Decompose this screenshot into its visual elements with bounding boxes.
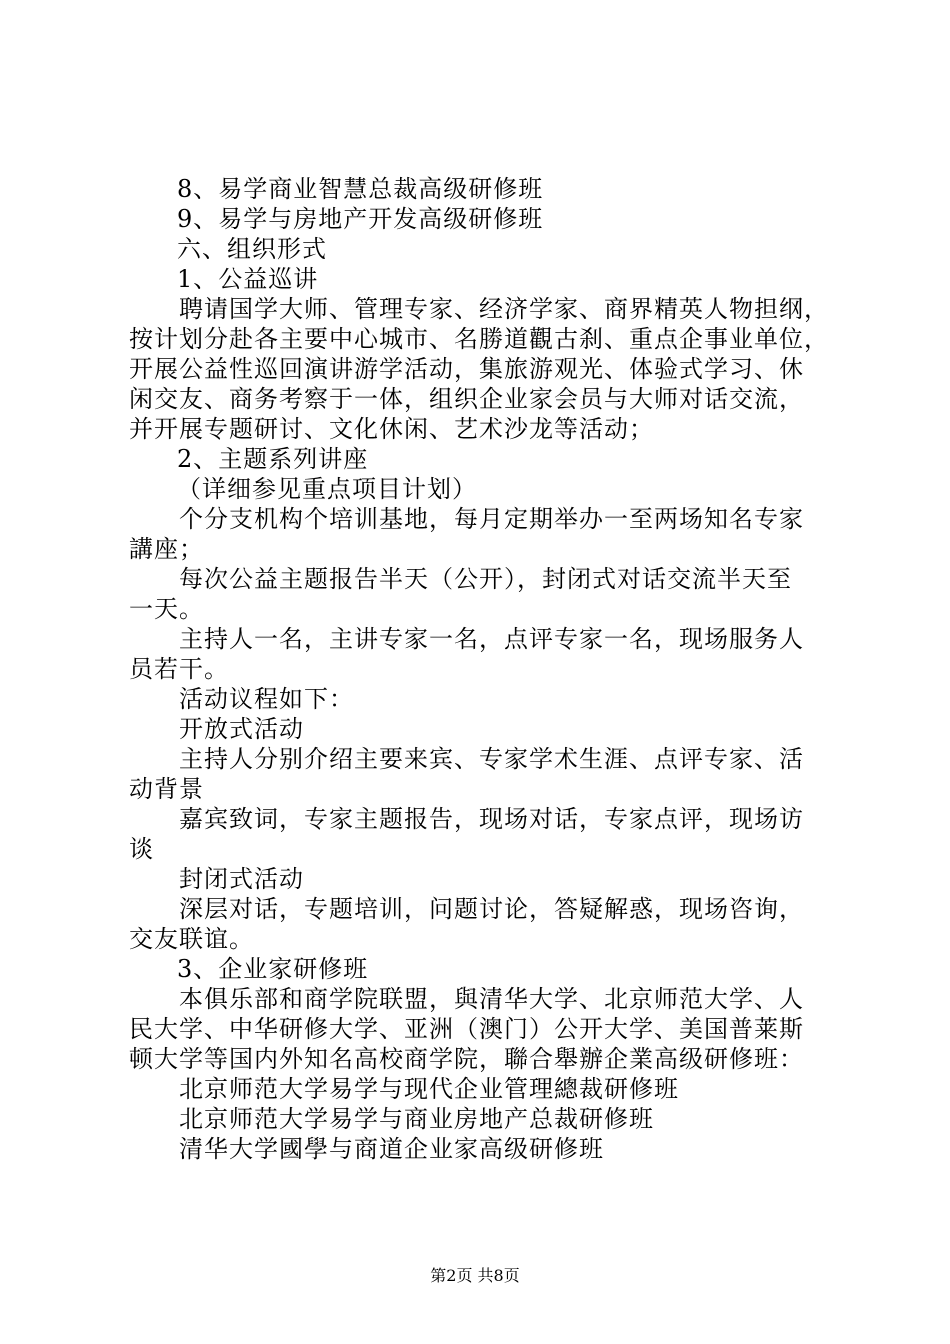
paragraph-line: 主持人一名，主讲专家一名，点评专家一名，现场服务人 <box>179 625 804 653</box>
subheading-themed-lectures: 2、主题系列讲座 <box>177 445 369 473</box>
list-item-8: 8、易学商业智慧总裁高级研修班 <box>177 175 544 203</box>
paragraph-line: 员若干。 <box>129 655 229 683</box>
page-number-footer: 第2页 共8页 <box>430 1266 520 1285</box>
list-item-program: 北京师范大学易学与商业房地产总裁研修班 <box>179 1105 654 1133</box>
paragraph-line: 講座； <box>129 535 204 563</box>
paragraph-line: 聘请国学大师、管理专家、经济学家、商界精英人物担纲， <box>179 295 829 323</box>
subheading-public-lectures: 1、公益巡讲 <box>177 265 319 293</box>
paragraph-line: 一天。 <box>129 595 204 623</box>
paragraph-line: 动背景 <box>129 775 204 803</box>
paragraph-line: 本俱乐部和商学院联盟，與清华大学、北京师范大学、人 <box>179 985 804 1013</box>
paragraph-line: 深层对话，专题培训，问题讨论，答疑解惑，现场咨询， <box>179 895 804 923</box>
paragraph-line: 主持人分别介绍主要来宾、专家学术生涯、点评专家、活 <box>179 745 804 773</box>
paragraph-line: 顿大学等国内外知名高校商学院，聯合舉辦企業高级研修班： <box>129 1045 804 1073</box>
paragraph-line: 交友联谊。 <box>129 925 254 953</box>
document-body <box>129 174 834 1164</box>
paragraph-line: 个分支机构个培训基地，每月定期举办一至两场知名专家 <box>179 505 804 533</box>
list-item-program: 北京师范大学易学与现代企业管理總裁研修班 <box>179 1075 679 1103</box>
paragraph-line: 开展公益性巡回演讲游学活动，集旅游观光、体验式学习、休 <box>129 355 804 383</box>
paragraph-line: 谈 <box>129 835 154 863</box>
paragraph-line: 封闭式活动 <box>179 865 304 893</box>
paragraph-line: （详细参见重点项目计划） <box>177 475 477 503</box>
paragraph-line: 民大学、中华研修大学、亚洲（澳门）公开大学、美国普莱斯 <box>129 1015 804 1043</box>
paragraph-line: 每次公益主题报告半天（公开），封闭式对话交流半天至 <box>179 565 792 593</box>
list-item-9: 9、易学与房地产开发高级研修班 <box>177 205 544 233</box>
paragraph-line: 开放式活动 <box>179 715 304 743</box>
subheading-entrepreneur-class: 3、企业家研修班 <box>177 955 369 983</box>
paragraph-line: 并开展专题研讨、文化休闲、艺术沙龙等活动； <box>129 415 654 443</box>
paragraph-line: 嘉宾致词，专家主题报告，现场对话，专家点评，现场访 <box>179 805 804 833</box>
paragraph-line: 按计划分赴各主要中心城市、名勝道觀古刹、重点企事业单位， <box>129 325 829 353</box>
paragraph-line: 闲交友、商务考察于一体，组织企业家会员与大师对话交流， <box>129 385 804 413</box>
section-heading-organization: 六、组织形式 <box>177 235 327 263</box>
paragraph-line: 活动议程如下： <box>179 685 354 713</box>
list-item-program: 清华大学國學与商道企业家高级研修班 <box>179 1135 604 1163</box>
